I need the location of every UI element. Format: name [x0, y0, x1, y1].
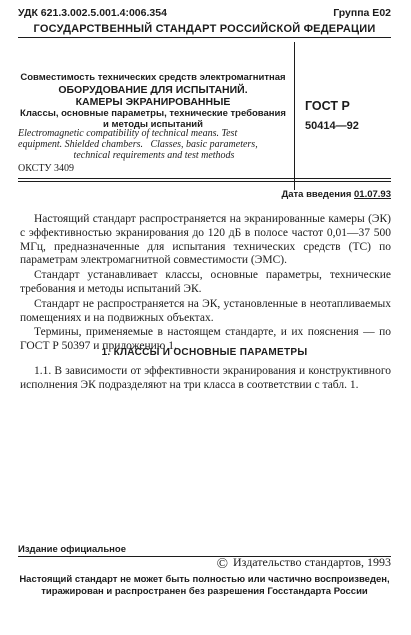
copyright-text: Издательство стандартов, 1993: [233, 555, 391, 569]
title-block-bottom-rule-thin: [18, 181, 391, 182]
gost-label: ГОСТ Р: [305, 99, 350, 113]
standard-subtitle-line1: Классы, основные параметры, технические требования: [20, 108, 286, 119]
introduction-date-value: 01.07.93: [354, 189, 391, 200]
body-paragraph-establishes: Стандарт устанавливает классы, основные параметры, технические требования и методы испытаний ЭК.: [20, 269, 391, 295]
standard-subject: Совместимость технических средств электромагнитная: [20, 72, 286, 83]
english-title-line2: equipment. Shielded chambers. Classes, basic parameters,: [18, 139, 258, 150]
body-paragraph-scope: Настоящий стандарт распространяется на экранированные камеры (ЭК) с эффективностью экранирования до 120 дБ в полосе частот 0,01—37 500 МГц, предназначенные для испытания технических средств (ТС) по параметрам электромагнитной совместимости (ЭМС).: [20, 213, 391, 267]
introduction-date: [281, 189, 391, 200]
group-code: Группа Е02: [333, 7, 391, 19]
standard-title: [18, 84, 288, 108]
section-text: [20, 365, 391, 393]
copyright: [217, 555, 391, 573]
header-divider: [18, 37, 391, 38]
reproduction-notice-line1: Настоящий стандарт не может быть полностью или частично воспроизведен,: [19, 574, 390, 585]
standard-subtitle-line2: и методы испытаний: [103, 119, 203, 130]
standard-subtitle: [18, 108, 288, 130]
copyright-icon: ©: [216, 556, 228, 572]
body-paragraph-exclusions: Стандарт не распространяется на ЭК, установленные в неотапливаемых помещениях и на подвижных объектах.: [20, 297, 391, 324]
title-block-bottom-rule: [18, 178, 391, 179]
body-paragraph-terms: Термины, применяемые в настоящем стандарте, и их пояснения — по ГОСТ Р 50397 и приложению 1.: [20, 326, 391, 353]
official-edition: Издание официальное: [18, 544, 126, 555]
reproduction-notice: [18, 574, 391, 598]
udk-code: УДК 621.3.002.5.001.4:006.354: [18, 7, 167, 19]
gost-number: 50414—92: [305, 120, 359, 132]
english-title-line1: Electromagnetic compatibility of technical means. Test: [18, 128, 238, 139]
body-text: [20, 213, 391, 354]
introduction-date-label: Дата введения: [281, 189, 352, 200]
section-heading: 1. КЛАССЫ И ОСНОВНЫЕ ПАРАМЕТРЫ: [101, 347, 308, 358]
english-title-line3: technical requirements and test methods: [73, 150, 235, 161]
standard-title-line1: ОБОРУДОВАНИЕ ДЛЯ ИСПЫТАНИЙ.: [58, 84, 248, 96]
standard-title-line2: КАМЕРЫ ЭКРАНИРОВАННЫЕ: [75, 96, 231, 108]
section-paragraph-1-1: 1.1. В зависимости от эффективности экранирования и конструктивного исполнения ЭК подразделяют на три класса в соответствии с табл. 1.: [20, 365, 391, 391]
english-title: [18, 128, 290, 161]
title-block-divider: [294, 42, 295, 190]
okstu-code: ОКСТУ 3409: [18, 163, 75, 174]
reproduction-notice-line2: тиражирован и распространен без разрешения Госстандарта России: [41, 586, 368, 597]
organization-title: ГОСУДАРСТВЕННЫЙ СТАНДАРТ РОССИЙСКОЙ ФЕДЕРАЦИИ: [33, 23, 376, 35]
